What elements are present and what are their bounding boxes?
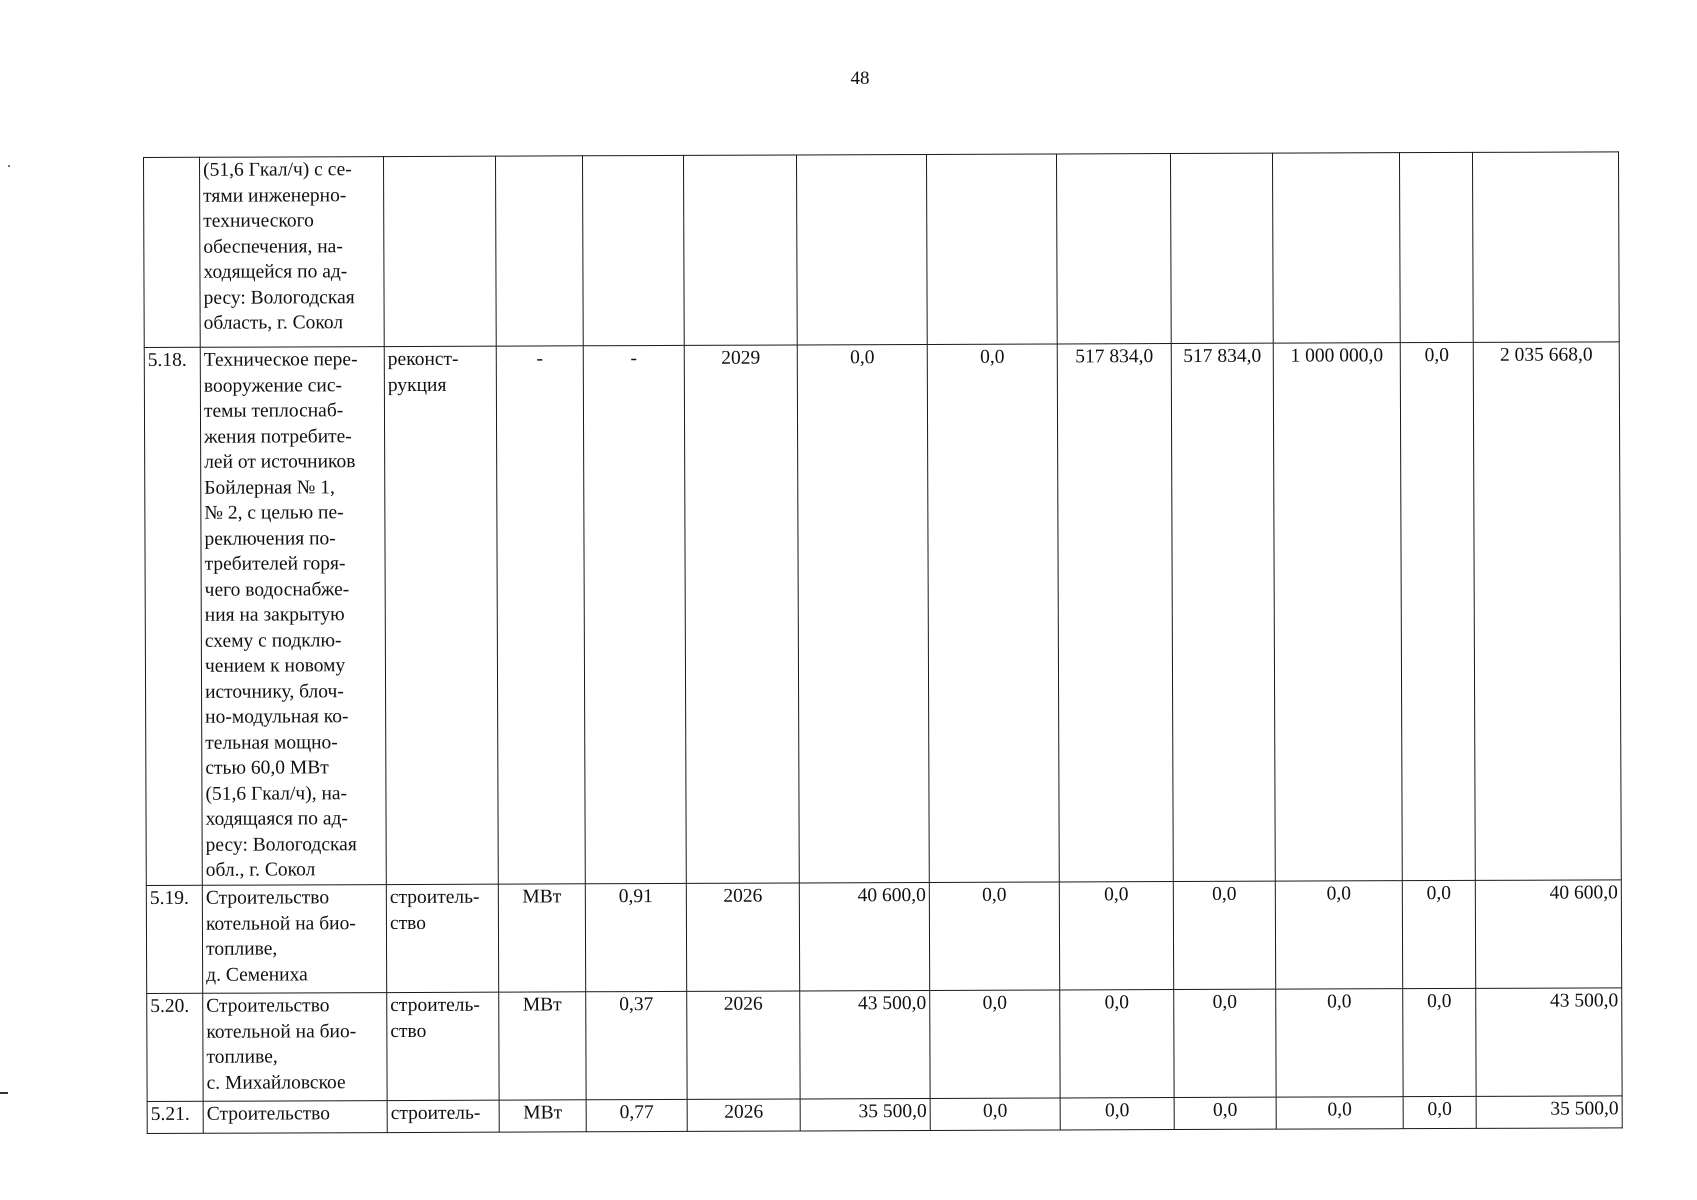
row-number: 5.21. <box>147 1101 203 1133</box>
unit: МВт <box>498 884 585 992</box>
capacity: 0,37 <box>586 991 687 1099</box>
value-5 <box>1272 153 1400 343</box>
value-2: 0,0 <box>929 882 1059 990</box>
unit <box>495 156 583 346</box>
total <box>1472 152 1619 343</box>
value-6: 0,0 <box>1402 880 1475 988</box>
value-1: 40 600,0 <box>799 882 929 990</box>
work-type: строитель- ство <box>386 884 498 992</box>
table-row <box>144 152 1620 348</box>
value-1 <box>796 154 927 344</box>
page-number: 48 <box>850 68 870 89</box>
value-3: 0,0 <box>1059 882 1173 990</box>
value-4: 0,0 <box>1174 989 1276 1097</box>
object-name: (51,6 Гкал/ч) с се- тями инженерно- технического обеспечения, на- ходящейся по ад- ресу: Вологодская область, г. Сокол <box>200 157 385 348</box>
table-row <box>147 988 1622 1102</box>
value-6 <box>1399 152 1473 342</box>
value-5: 0,0 <box>1276 1097 1403 1129</box>
total: 43 500,0 <box>1476 988 1622 1097</box>
table-row <box>147 1096 1622 1134</box>
value-4 <box>1170 153 1273 343</box>
scan-artifact-dot <box>8 165 10 167</box>
table-row <box>144 342 1621 886</box>
value-2 <box>926 154 1057 344</box>
value-1: 35 500,0 <box>800 1098 930 1130</box>
year <box>683 155 797 345</box>
value-4: 0,0 <box>1173 881 1275 989</box>
value-6: 0,0 <box>1400 342 1475 880</box>
row-number <box>144 157 201 347</box>
value-6: 0,0 <box>1403 988 1476 1096</box>
work-type <box>384 156 497 346</box>
capacity: 0,77 <box>586 1099 687 1131</box>
value-3: 0,0 <box>1060 990 1174 1098</box>
object-name: Строительство <box>203 1101 387 1134</box>
value-3: 0,0 <box>1060 1098 1174 1130</box>
row-number: 5.18. <box>144 347 202 885</box>
unit: МВт <box>499 1100 586 1132</box>
object-name: Строительство котельной на био- топливе, д. Семениха <box>202 885 386 994</box>
value-1: 0,0 <box>797 344 929 882</box>
total: 35 500,0 <box>1476 1096 1622 1129</box>
value-3: 517 834,0 <box>1057 344 1173 882</box>
total: 2 035 668,0 <box>1473 342 1621 881</box>
value-6: 0,0 <box>1403 1096 1476 1128</box>
investment-table <box>143 151 1623 1134</box>
year: 2026 <box>686 883 799 991</box>
year: 2026 <box>687 1099 800 1131</box>
value-3 <box>1056 154 1171 344</box>
object-name: Строительство котельной на био- топливе, с. Михайловское <box>203 993 387 1102</box>
capacity <box>582 155 684 345</box>
object-name: Техническое пере- вооружение сис- темы теплоснаб- жения потребите- лей от источников Бойлерная № 1, № 2, с целью пе- реключения по- требителей горя- чего водоснабже- ния на закрытую схему с подклю- чением к новому источнику, блоч- но-модульная ко- тельная мощно- стью 60,0 МВт (51,6 Гкал/ч), на- ходящаяся по ад- ресу: Вологодская обл., г. Сокол <box>200 347 386 886</box>
value-4: 0,0 <box>1174 1097 1276 1129</box>
scan-artifact-mark <box>0 1092 8 1094</box>
work-type: строитель- ство <box>387 992 499 1100</box>
table-row <box>146 880 1621 994</box>
capacity: - <box>583 345 686 883</box>
row-number: 5.20. <box>147 993 203 1101</box>
work-type: реконст- рукция <box>384 346 498 884</box>
value-1: 43 500,0 <box>800 990 930 1098</box>
year: 2026 <box>687 991 800 1099</box>
value-5: 0,0 <box>1276 989 1403 1097</box>
value-2: 0,0 <box>930 1098 1060 1130</box>
unit: - <box>496 346 585 884</box>
work-type: строитель- <box>387 1100 499 1132</box>
value-5: 0,0 <box>1275 881 1402 989</box>
capacity: 0,91 <box>585 883 686 991</box>
value-2: 0,0 <box>927 344 1059 882</box>
total: 40 600,0 <box>1475 880 1621 989</box>
value-5: 1 000 000,0 <box>1273 343 1402 881</box>
value-2: 0,0 <box>930 990 1060 1098</box>
value-4: 517 834,0 <box>1171 343 1275 881</box>
year: 2029 <box>684 345 799 883</box>
row-number: 5.19. <box>146 885 202 993</box>
unit: МВт <box>499 992 586 1100</box>
